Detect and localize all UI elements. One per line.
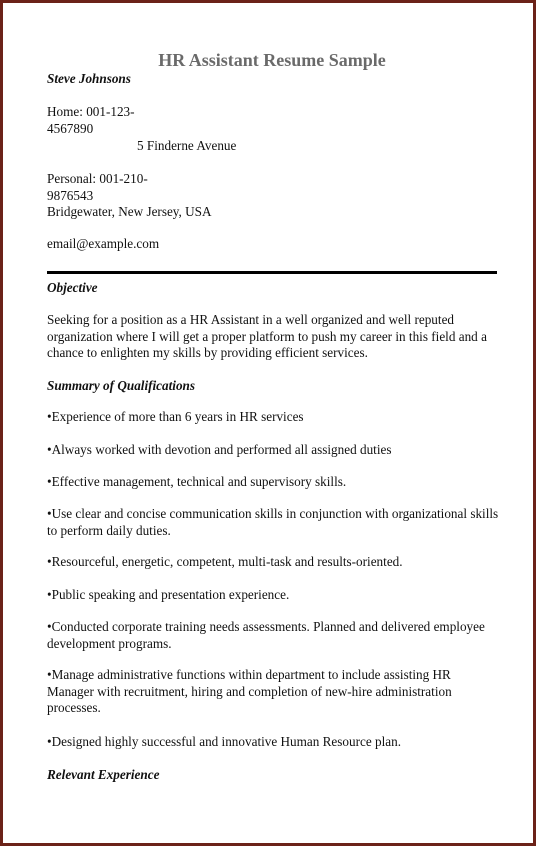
qualification-item: •Public speaking and presentation experience. bbox=[47, 587, 290, 602]
candidate-name: Steve Johnsons bbox=[47, 71, 131, 86]
objective-text: Seeking for a position as a HR Assistant in a well organized and well reputed organization where I will get a proper platform to push my career in this field and a chance to enlighten my skills by providing efficient services. bbox=[47, 312, 487, 360]
relevant-experience-heading: Relevant Experience bbox=[47, 767, 160, 782]
qualification-item: •Experience of more than 6 years in HR services bbox=[47, 409, 304, 424]
qualification-item: •Conducted corporate training needs assessments. Planned and delivered employee development programs. bbox=[47, 619, 485, 651]
summary-heading: Summary of Qualifications bbox=[47, 378, 196, 393]
section-divider bbox=[47, 271, 497, 274]
city-address: Bridgewater, New Jersey, USA bbox=[47, 204, 212, 219]
document-title: HR Assistant Resume Sample bbox=[158, 50, 386, 70]
qualification-item: •Manage administrative functions within department to include assisting HR Manager with recruitment, hiring and completion of new-hire administration processes. bbox=[47, 667, 452, 715]
street-address: 5 Finderne Avenue bbox=[137, 138, 237, 153]
qualification-item: •Effective management, technical and supervisory skills. bbox=[47, 474, 347, 489]
qualification-item: •Designed highly successful and innovative Human Resource plan. bbox=[47, 734, 402, 749]
objective-heading: Objective bbox=[47, 280, 98, 295]
home-phone-line-1: Home: 001-123- bbox=[47, 104, 135, 119]
personal-phone-line-2: 9876543 bbox=[47, 188, 94, 203]
home-phone-line-2: 4567890 bbox=[47, 121, 94, 136]
qualification-item: •Resourceful, energetic, competent, multi-task and results-oriented. bbox=[47, 554, 403, 569]
email-address: email@example.com bbox=[47, 236, 160, 251]
personal-phone-line-1: Personal: 001-210- bbox=[47, 171, 148, 186]
qualification-item: •Use clear and concise communication skills in conjunction with organizational skills to perform daily duties. bbox=[47, 506, 499, 538]
qualification-item: •Always worked with devotion and performed all assigned duties bbox=[47, 442, 392, 457]
